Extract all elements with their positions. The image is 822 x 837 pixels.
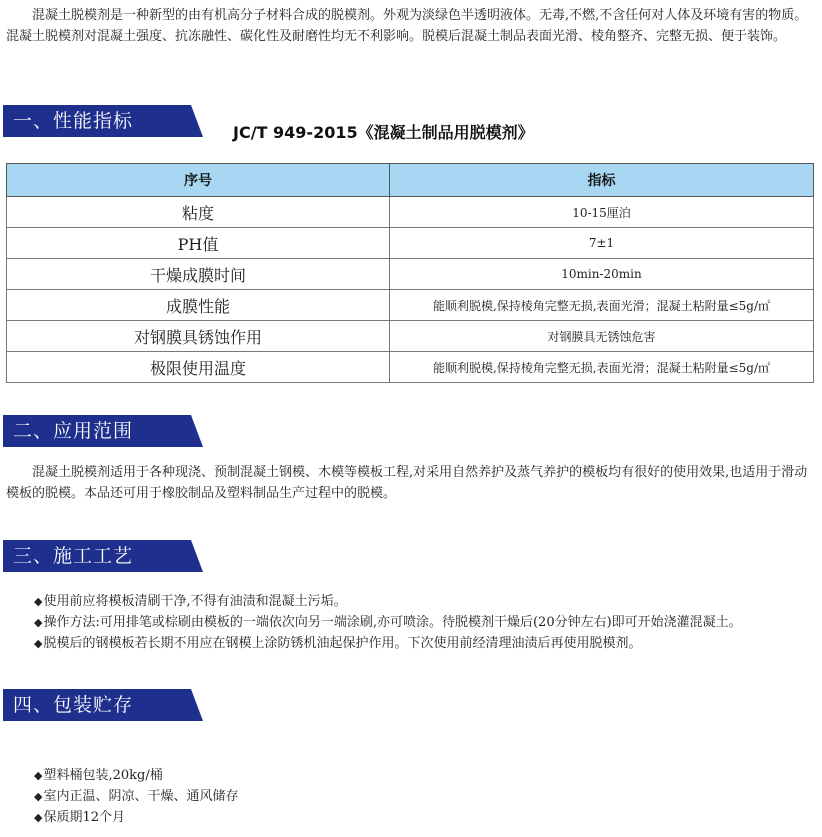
list-item: ◆ 脱模后的钢模板若长期不用应在钢模上涂防锈机油起保护作用。下次使用前经清理油渍后再使用脱模剂。 xyxy=(34,633,742,654)
table-cell-item: 干燥成膜时间 xyxy=(7,259,390,290)
table-cell-item: 对钢膜具锈蚀作用 xyxy=(7,321,390,352)
section-title: 二、应用范围 xyxy=(13,420,134,442)
list-item: ◆ 操作方法:可用排笔或棕刷由模板的一端依次向另一端涂刷,亦可喷涂。待脱模剂干燥后(20分钟左右)即可开始浇灌混凝土。 xyxy=(34,612,742,633)
packaging-list xyxy=(34,765,238,828)
table-cell-value: 10min-20min xyxy=(390,259,814,290)
table-header-spec: 指标 xyxy=(390,164,814,197)
table-row xyxy=(7,321,814,352)
section-title: 三、施工工艺 xyxy=(13,545,134,567)
list-item: ◆ 塑料桶包装,20kg/桶 xyxy=(34,765,238,786)
table-row xyxy=(7,290,814,321)
list-item: ◆ 使用前应将模板清刷干净,不得有油渍和混凝土污垢。 xyxy=(34,591,742,612)
section-heading-packaging xyxy=(3,689,203,721)
table-row xyxy=(7,197,814,228)
section-title: 四、包装贮存 xyxy=(13,694,134,716)
section-heading-process xyxy=(3,540,203,572)
table-cell-value: 对钢膜具无锈蚀危害 xyxy=(390,321,814,352)
table-header-item: 序号 xyxy=(7,164,390,197)
table-cell-value: 7±1 xyxy=(390,228,814,259)
application-paragraph: 混凝土脱模剂适用于各种现浇、预制混凝土钢模、木模等模板工程,对采用自然养护及蒸气养护的模板均有很好的使用效果,也适用于滑动模板的脱模。本品还可用于橡胶制品及塑料制品生产过程中的脱模。 xyxy=(6,465,808,501)
table-cell-item: 极限使用温度 xyxy=(7,352,390,383)
table-cell-item: PH值 xyxy=(7,228,390,259)
table-cell-item: 成膜性能 xyxy=(7,290,390,321)
table-row xyxy=(7,259,814,290)
table-row xyxy=(7,352,814,383)
table-cell-item: 粘度 xyxy=(7,197,390,228)
process-list xyxy=(34,591,742,654)
list-item: ◆ 室内正温、阴凉、干燥、通风储存 xyxy=(34,786,238,807)
table-header-row xyxy=(7,164,814,197)
table-cell-value: 能顺利脱模,保持棱角完整无损,表面光滑；混凝土粘附量≤5g/㎡ xyxy=(390,290,814,321)
table-cell-value: 能顺利脱模,保持棱角完整无损,表面光滑；混凝土粘附量≤5g/㎡ xyxy=(390,352,814,383)
section-heading-application xyxy=(3,415,203,447)
performance-table xyxy=(6,163,814,383)
standard-title: JC/T 949-2015《混凝土制品用脱模剂》 xyxy=(233,123,534,142)
section-title: 一、性能指标 xyxy=(13,110,134,132)
table-row xyxy=(7,228,814,259)
list-item: ◆ 保质期12个月 xyxy=(34,807,238,828)
intro-paragraph: 混凝土脱模剂是一种新型的由有机高分子材料合成的脱模剂。外观为淡绿色半透明液体。无毒,不燃,不含任何对人体及环境有害的物质。混凝土脱模剂对混凝土强度、抗冻融性、碳化性及耐磨性均无不利影响。脱模后混凝土制品表面光滑、棱角整齐、完整无损、便于装饰。 xyxy=(6,8,808,44)
table-cell-value: 10-15厘泊 xyxy=(390,197,814,228)
section-heading-performance xyxy=(3,105,203,137)
